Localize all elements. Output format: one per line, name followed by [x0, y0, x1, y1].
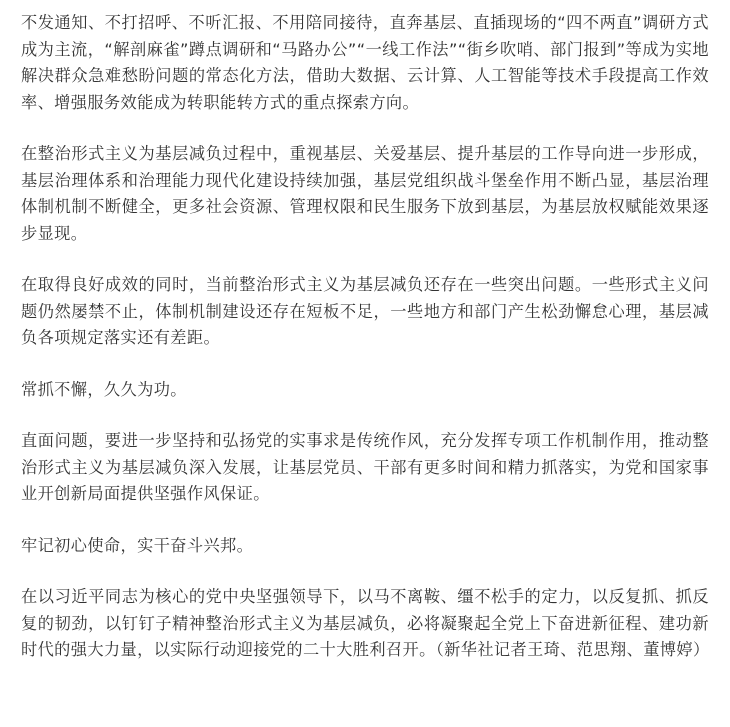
- paragraph-6: 牢记初心使命，实干奋斗兴邦。: [21, 535, 254, 555]
- paragraph-4: 常抓不懈，久久为功。: [21, 379, 187, 399]
- article-body: [21, 10, 709, 689]
- paragraph-3: 在取得良好成效的同时，当前整治形式主义为基层减负还存在一些突出问题。一些形式主义问题仍然屡禁不止，体制机制建设还存在短板不足，一些地方和部门产生松劲懈怠心理，基层减负各项规定落实还有差距。: [21, 275, 709, 347]
- paragraph-2: 在整治形式主义为基层减负过程中，重视基层、关爱基层、提升基层的工作导向进一步形成，基层治理体系和治理能力现代化建设持续加强，基层党组织战斗堡垒作用不断凸显，基层治理体制机制不断健全，更多社会资源、管理权限和民生服务下放到基层，为基层放权赋能效果逐步显现。: [21, 144, 709, 243]
- paragraph-7: 在以习近平同志为核心的党中央坚强领导下，以马不离鞍、缰不松手的定力，以反复抓、抓反复的韧劲，以钉钉子精神整治形式主义为基层减负，必将凝聚起全党上下奋进新征程、建功新时代的强大力量，以实际行动迎接党的二十大胜利召开。（新华社记者王琦、范思翔、董博婷）: [21, 587, 710, 659]
- paragraph-5: 直面问题，要进一步坚持和弘扬党的实事求是传统作风，充分发挥专项工作机制作用，推动整治形式主义为基层减负深入发展，让基层党员、干部有更多时间和精力抓落实，为党和国家事业开创新局面提供坚强作风保证。: [21, 431, 709, 503]
- paragraph-1: 不发通知、不打招呼、不听汇报、不用陪同接待，直奔基层、直插现场的“四不两直”调研方式成为主流，“解剖麻雀”蹲点调研和“马路办公”“一线工作法”“街乡吹哨、部门报到”等成为实地解决群众急难愁盼问题的常态化方法，借助大数据、云计算、人工智能等技术手段提高工作效率、增强服务效能成为转职能转方式的重点探索方向。: [21, 13, 709, 112]
